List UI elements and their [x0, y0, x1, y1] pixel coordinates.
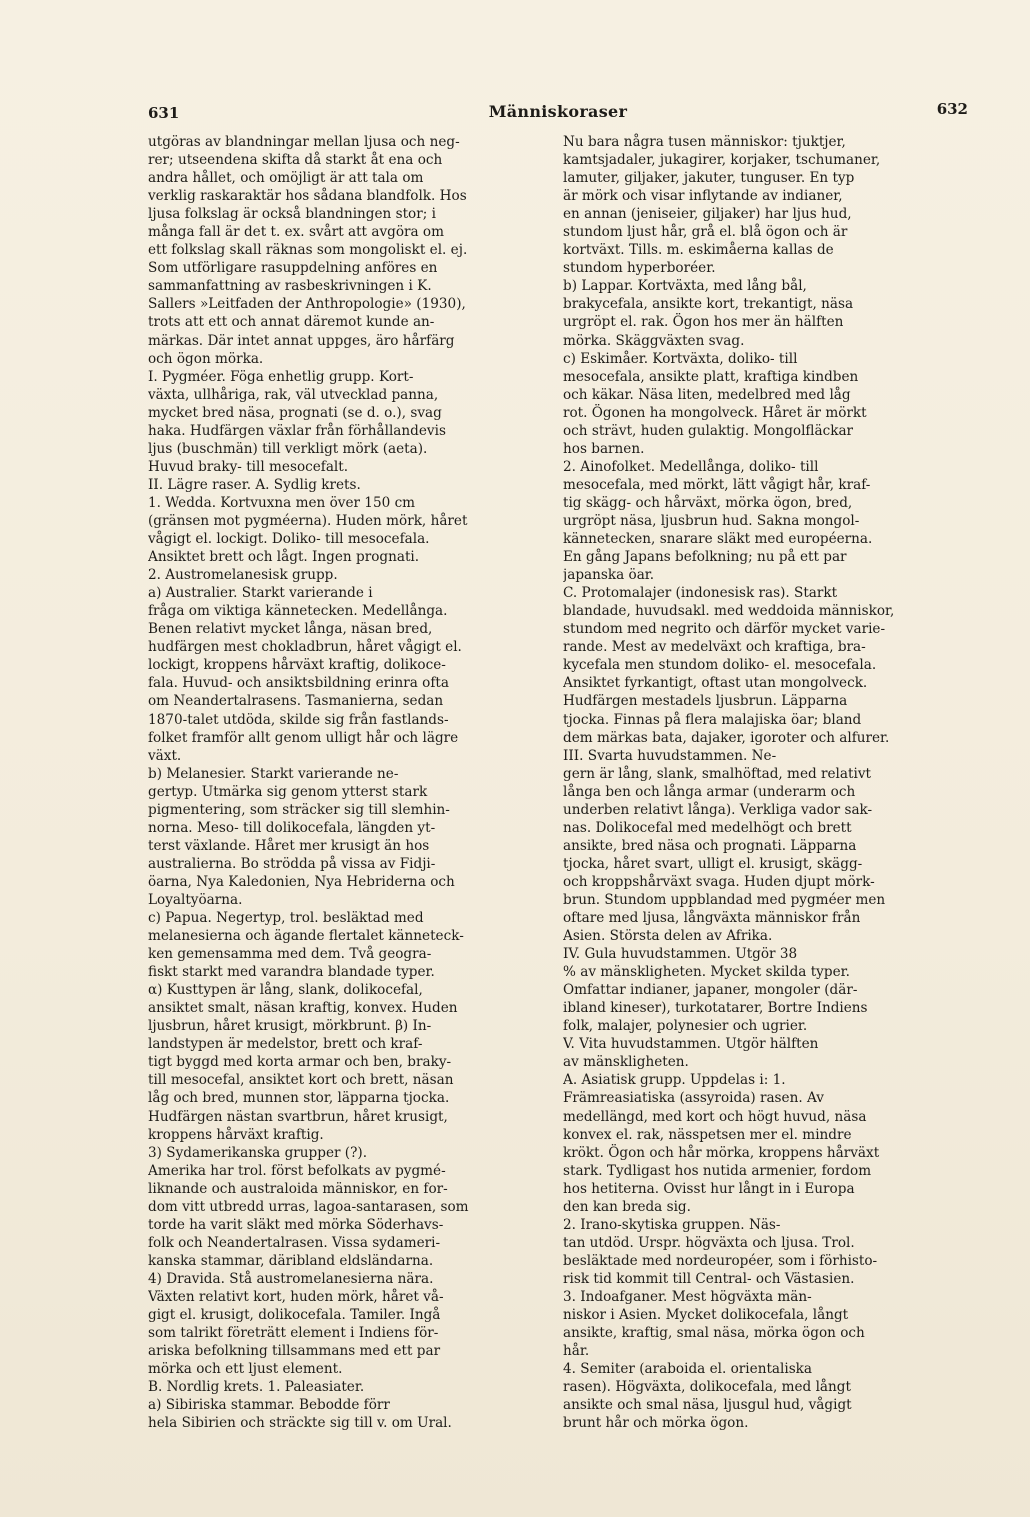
- text-line: tig skägg- och hårväxt, mörka ögon, bred,: [563, 494, 853, 511]
- text-line: brakycefala, ansikte kort, trekantigt, näsa: [563, 296, 854, 313]
- text-line: verklig raskaraktär hos sådana blandfolk. Hos: [148, 188, 467, 205]
- text-line: (gränsen mot pygméerna). Huden mörk, håret: [148, 512, 468, 529]
- text-line: rande. Mest av medelväxt och kraftiga, bra-: [563, 639, 866, 656]
- text-line: I. Pygméer. Föga enhetlig grupp. Kort-: [148, 368, 414, 385]
- right-page-number: 632: [936, 100, 968, 118]
- left-page-number: 631: [148, 104, 180, 122]
- text-line: ken gemensamma med dem. Två geogra-: [148, 946, 432, 963]
- text-line: a) Sibiriska stammar. Bebodde förr: [148, 1397, 390, 1414]
- text-line: kortväxt. Tills. m. eskimåerna kallas de: [563, 242, 834, 259]
- text-line: brun. Stundom uppblandad med pygméer men: [563, 891, 886, 908]
- text-line: 4) Dravida. Stå austromelanesierna nära.: [148, 1270, 434, 1287]
- text-line: Som utförligare rasuppdelning anföres en: [148, 260, 438, 277]
- text-line: Främreasiatiska (assyroida) rasen. Av: [563, 1090, 824, 1107]
- text-line: lamuter, giljaker, jakuter, tunguser. En typ: [563, 170, 855, 187]
- text-line: kanska stammar, däribland eldsländarna.: [148, 1252, 434, 1269]
- text-line: a) Australier. Starkt varierande i: [148, 585, 373, 602]
- text-line: 1870-talet utdöda, skilde sig från fastlands-: [148, 711, 449, 728]
- text-line: mörka och ett ljust element.: [148, 1361, 343, 1378]
- text-line: Huvud braky- till mesocefalt.: [148, 458, 349, 475]
- page-header: [148, 100, 968, 130]
- text-line: mycket bred näsa, prognati (se d. o.), svag: [148, 404, 442, 421]
- text-line: brunt hår och mörka ögon.: [563, 1415, 749, 1432]
- text-line: hos barnen.: [563, 440, 645, 457]
- text-line: Hudfärgen nästan svartbrun, håret krusigt,: [148, 1108, 448, 1125]
- text-line: hela Sibirien och sträckte sig till v. om Ural.: [148, 1415, 452, 1432]
- text-line: Asien. Största delen av Afrika.: [563, 928, 773, 945]
- text-line: ansikte, bred näsa och prognati. Läpparna: [563, 837, 857, 854]
- text-line: risk tid kommit till Central- och Västasien.: [563, 1270, 855, 1287]
- text-line: α) Kusttypen är lång, slank, dolikocefal,: [148, 982, 423, 999]
- text-line: som talrikt företrätt element i Indiens för-: [148, 1325, 439, 1342]
- text-line: Ansiktet fyrkantigt, oftast utan mongolveck.: [563, 675, 868, 692]
- text-line: och strävt, huden gulaktig. Mongolfläckar: [563, 422, 854, 439]
- text-line: besläktade med nordeuropéer, som i förhisto-: [563, 1252, 878, 1269]
- text-line: tigt byggd med korta armar och ben, braky-: [148, 1054, 452, 1071]
- text-line: A. Asiatisk grupp. Uppdelas i: 1.: [563, 1072, 786, 1089]
- text-line: till mesocefal, ansiktet kort och brett, näsan: [148, 1072, 454, 1089]
- text-line: En gång Japans befolkning; nu på ett par: [563, 549, 847, 566]
- text-line: kamtsjadaler, jukagirer, korjaker, tschumaner,: [563, 152, 881, 169]
- text-line: växt.: [148, 747, 182, 764]
- text-line: växta, ullhåriga, rak, väl utvecklad panna,: [148, 386, 439, 403]
- text-line: IV. Gula huvudstammen. Utgör 38: [563, 946, 798, 963]
- text-line: 3. Indoafganer. Mest högväxta män-: [563, 1289, 812, 1305]
- text-line: liknande och australoida människor, en for-: [148, 1180, 448, 1197]
- text-line: % av mänskligheten. Mycket skilda typer.: [563, 964, 850, 981]
- text-line: 2. Austromelanesisk grupp.: [148, 567, 338, 584]
- text-line: fala. Huvud- och ansiktsbildning erinra ofta: [148, 675, 449, 692]
- text-line: torde ha varit släkt med mörka Söderhavs-: [148, 1216, 444, 1233]
- text-line: vågigt el. lockigt. Doliko- till mesocefala.: [148, 531, 430, 548]
- text-line: oftare med ljusa, långväxta människor från: [563, 910, 861, 927]
- text-line: 3) Sydamerikanska grupper (?).: [148, 1144, 368, 1161]
- text-line: melanesierna och ägande flertalet känneteck-: [148, 928, 464, 945]
- text-line: ariska befolkning tillsammans med ett par: [148, 1343, 441, 1360]
- text-line: landstypen är medelstor, brett och kraf-: [148, 1036, 423, 1053]
- text-line: rasen). Högväxta, dolikocefala, med långt: [563, 1379, 851, 1396]
- text-line: C. Protomalajer (indonesisk ras). Starkt: [563, 585, 838, 602]
- text-line: hår.: [563, 1343, 590, 1360]
- right-text-column: [563, 133, 965, 1432]
- text-line: krökt. Ögon och hår mörka, kroppens hårväxt: [563, 1144, 880, 1161]
- text-line: Amerika har trol. först befolkats av pygmé-: [148, 1162, 446, 1179]
- text-line: pigmentering, som sträcker sig till slemhin-: [148, 801, 450, 818]
- text-line: lockigt, kroppens hårväxt kraftig, dolikoce-: [148, 657, 446, 674]
- text-line: Sallers »Leitfaden der Anthropologie» (1930),: [148, 296, 466, 313]
- text-line: norna. Meso- till dolikocefala, längden yt-: [148, 819, 436, 836]
- text-line: gertyp. Utmärka sig genom ytterst stark: [148, 783, 428, 800]
- text-line: är mörk och visar inflytande av indianer,: [563, 188, 843, 205]
- text-line: kycefala men stundom doliko- el. mesocefala.: [563, 657, 877, 674]
- text-line: II. Lägre raser. A. Sydlig krets.: [148, 476, 361, 493]
- text-line: stundom ljust hår, grå el. blå ögon och är: [563, 224, 848, 241]
- left-text-column: [148, 133, 543, 1432]
- text-line: B. Nordlig krets. 1. Paleasiater.: [148, 1379, 365, 1396]
- text-line: 4. Semiter (araboida el. orientaliska: [563, 1361, 813, 1378]
- text-line: b) Lappar. Kortväxta, med lång bål,: [563, 278, 807, 295]
- text-line: Ansiktet brett och lågt. Ingen prognati.: [148, 549, 420, 566]
- text-line: rot. Ögonen ha mongolveck. Håret är mörkt: [563, 404, 867, 421]
- text-line: mörka. Skäggväxten svag.: [563, 332, 745, 349]
- text-line: niskor i Asien. Mycket dolikocefala, långt: [563, 1307, 849, 1324]
- text-line: haka. Hudfärgen växlar från förhållandevis: [148, 422, 446, 439]
- text-line: nas. Dolikocefal med medelhögt och brett: [563, 819, 852, 836]
- text-line: Omfattar indianer, japaner, mongoler (där-: [563, 982, 858, 999]
- text-line: c) Eskimåer. Kortväxta, doliko- till: [563, 350, 798, 367]
- text-line: mesocefala, ansikte platt, kraftiga kindben: [563, 368, 859, 385]
- text-line: och kroppshårväxt svaga. Huden djupt mörk-: [563, 873, 875, 890]
- text-line: 2. Irano-skytiska gruppen. Näs-: [563, 1216, 781, 1233]
- text-line: ansiktet smalt, näsan kraftig, konvex. Huden: [148, 1000, 458, 1017]
- text-line: fiskt starkt med varandra blandade typer.: [148, 964, 435, 981]
- text-line: c) Papua. Negertyp, trol. besläktad med: [148, 910, 424, 927]
- text-line: ljus (buschmän) till verkligt mörk (aeta).: [148, 440, 428, 457]
- text-line: ansikte, kraftig, smal näsa, mörka ögon och: [563, 1325, 865, 1342]
- text-line: sammanfattning av rasbeskrivningen i K.: [148, 278, 432, 295]
- text-line: blandade, huvudsakl. med weddoida människor,: [563, 603, 895, 620]
- text-line: stark. Tydligast hos nutida armenier, fordom: [563, 1162, 872, 1179]
- text-line: gigt el. krusigt, dolikocefala. Tamiler. Ingå: [148, 1307, 441, 1324]
- text-line: mesocefala, med mörkt, lätt vågigt hår, kraf-: [563, 476, 871, 493]
- text-line: den kan breda sig.: [563, 1198, 691, 1215]
- running-title: Människoraser: [488, 102, 628, 121]
- text-line: stundom med negrito och därför mycket varie-: [563, 621, 886, 638]
- text-line: märkas. Där intet annat uppges, äro hårfärg: [148, 332, 455, 349]
- text-line: en annan (jeniseier, giljaker) har ljus hud,: [563, 206, 852, 223]
- text-line: trots att ett och annat däremot kunde an-: [148, 314, 435, 331]
- text-line: ljusbrun, håret krusigt, mörkbrunt. β) In-: [148, 1018, 432, 1035]
- text-line: folket framför allt genom ulligt hår och lägre: [148, 729, 459, 746]
- text-line: tan utdöd. Urspr. högväxta och ljusa. Trol.: [563, 1234, 855, 1251]
- text-line: terst växlande. Håret mer krusigt än hos: [148, 837, 430, 854]
- text-line: öarna, Nya Kaledonien, Nya Hebriderna och: [148, 873, 455, 890]
- text-line: Nu bara några tusen människor: tjuktjer,: [563, 134, 846, 150]
- text-line: andra hållet, och omöjligt är att tala om: [148, 170, 424, 187]
- text-line: och käkar. Näsa liten, medelbred med låg: [563, 386, 851, 403]
- text-line: hudfärgen mest chokladbrun, håret vågigt el.: [148, 639, 462, 656]
- text-line: rer; utseendena skifta då starkt åt ena och: [148, 152, 443, 169]
- text-line: V. Vita huvudstammen. Utgör hälften: [563, 1036, 819, 1053]
- text-line: Växten relativt kort, huden mörk, håret vå-: [148, 1289, 444, 1305]
- text-line: Hudfärgen mestadels ljusbrun. Läpparna: [563, 693, 848, 710]
- text-line: hos hetiterna. Ovisst hur långt in i Europa: [563, 1180, 855, 1197]
- text-line: Loyaltyöarna.: [148, 891, 243, 908]
- text-line: folk, malajer, polynesier och ugrier.: [563, 1018, 808, 1035]
- text-line: australierna. Bo strödda på vissa av Fidji-: [148, 855, 436, 872]
- text-line: b) Melanesier. Starkt varierande ne-: [148, 765, 399, 782]
- text-line: långa ben och långa armar (underarm och: [563, 783, 856, 800]
- text-line: japanska öar.: [563, 567, 655, 584]
- text-line: tjocka. Finnas på flera malajiska öar; bland: [563, 711, 862, 728]
- text-line: Benen relativt mycket långa, näsan bred,: [148, 621, 433, 638]
- text-line: 2. Ainofolket. Medellånga, doliko- till: [563, 458, 819, 475]
- text-line: 1. Wedda. Kortvuxna men över 150 cm: [148, 494, 416, 511]
- text-line: utgöras av blandningar mellan ljusa och neg-: [148, 134, 460, 150]
- text-line: låg och bred, munnen stor, läpparna tjocka.: [148, 1090, 450, 1107]
- text-line: många fall är det t. ex. svårt att avgöra om: [148, 224, 445, 241]
- text-line: ansikte och smal näsa, ljusgul hud, vågigt: [563, 1397, 852, 1414]
- text-line: och ögon mörka.: [148, 350, 264, 367]
- text-line: stundom hyperboréer.: [563, 260, 716, 277]
- text-line: underben relativt långa). Verkliga vador sak-: [563, 801, 873, 818]
- text-line: dom vitt utbredd urras, lagoa-santarasen, som: [148, 1198, 469, 1215]
- text-line: av mänskligheten.: [563, 1054, 689, 1071]
- text-line: tjocka, håret svart, ulligt el. krusigt, skägg-: [563, 855, 863, 872]
- text-line: kännetecken, snarare släkt med européerna.: [563, 531, 873, 548]
- text-line: gern är lång, slank, smalhöftad, med relativt: [563, 765, 871, 782]
- text-line: ibland kineser), turkotatarer, Bortre Indiens: [563, 1000, 868, 1017]
- text-line: ett folkslag skall räknas som mongoliskt el. ej.: [148, 242, 468, 259]
- text-line: dem märkas bata, dajaker, igoroter och alfurer.: [563, 729, 890, 746]
- text-line: ljusa folkslag är också blandningen stor; i: [148, 206, 436, 223]
- text-line: folk och Neandertalrasen. Vissa sydameri-: [148, 1234, 441, 1251]
- text-line: fråga om viktiga kännetecken. Medellånga.: [148, 603, 448, 620]
- text-line: urgröpt näsa, ljusbrun hud. Sakna mongol-: [563, 512, 860, 529]
- text-line: konvex el. rak, nässpetsen mer el. mindre: [563, 1126, 852, 1143]
- text-line: III. Svarta huvudstammen. Ne-: [563, 747, 777, 764]
- text-line: om Neandertalrasens. Tasmanierna, sedan: [148, 693, 444, 710]
- text-line: urgröpt el. rak. Ögon hos mer än hälften: [563, 314, 844, 331]
- text-line: kroppens hårväxt kraftig.: [148, 1126, 324, 1143]
- text-line: medellängd, med kort och högt huvud, näsa: [563, 1108, 867, 1125]
